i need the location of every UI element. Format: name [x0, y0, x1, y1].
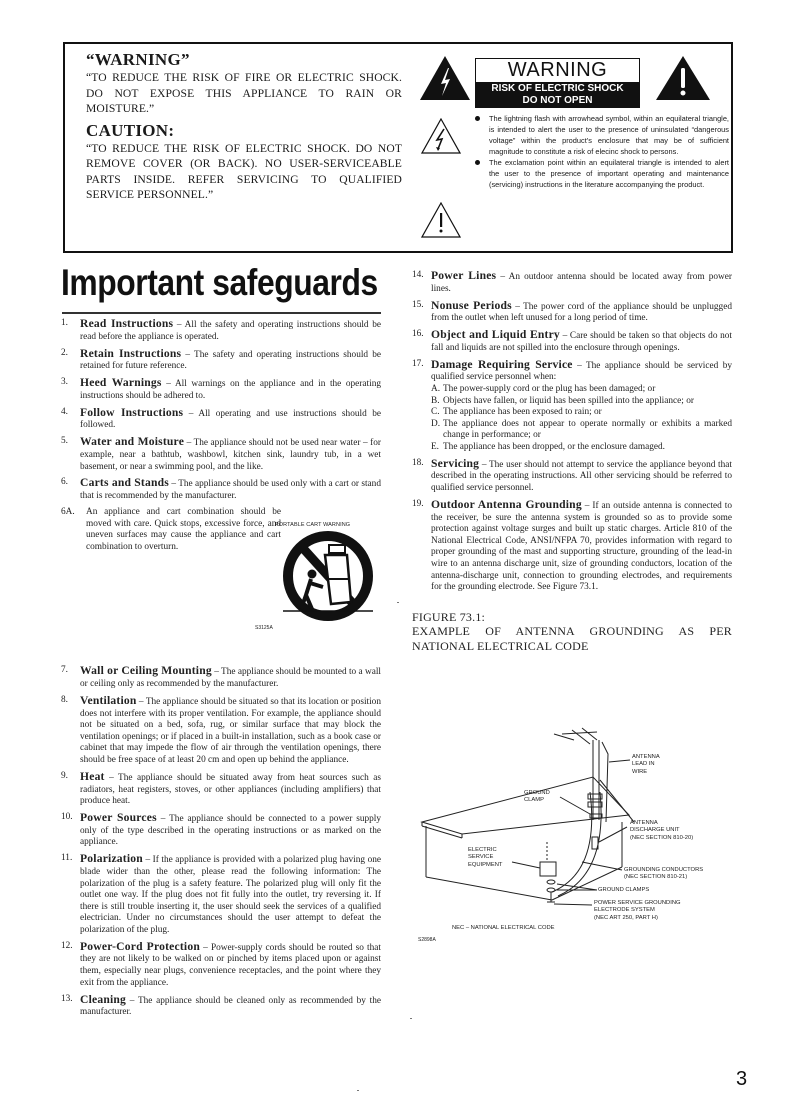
item-text: The appliance should be connected to a power supply only of the type described in the operating instructions or as marked on the appliance.: [80, 814, 381, 848]
item-number: 5.: [61, 436, 68, 447]
bullet-exclamation: [475, 157, 729, 190]
item-number: 19.: [412, 499, 424, 510]
safeguard-item: [61, 665, 381, 690]
item-number: 9.: [61, 770, 68, 781]
item-number: 10.: [61, 812, 73, 823]
item-heading: Power Sources: [80, 811, 157, 825]
label-line: ANTENNA: [632, 754, 660, 760]
safeguard-item: [412, 329, 732, 354]
warning-text: “TO REDUCE THE RISK OF FIRE OR ELECTRIC SHOCK. DO NOT EXPOSE THIS APPLIANCE TO RAIN OR MOISTURE.”: [86, 71, 402, 115]
dash: –: [559, 331, 570, 342]
banner-line-1: RISK OF ELECTRIC SHOCK: [491, 83, 624, 94]
sub-item-text: The appliance has been exposed to rain; or: [443, 407, 602, 418]
scan-speck: [397, 602, 399, 603]
label-line: ANTENNA: [630, 820, 658, 826]
safeguards-right-column: [412, 270, 732, 653]
item-number: 8.: [61, 695, 68, 706]
label-grounding-conductors: [624, 867, 703, 882]
label-nec-note: NEC – NATIONAL ELECTRICAL CODE: [452, 925, 555, 931]
safeguard-item: [61, 318, 381, 343]
warning-symbols-block: [411, 50, 729, 246]
item-number: 14.: [412, 270, 424, 280]
exclamation-triangle-icon: [655, 55, 711, 101]
scan-speck: [357, 1090, 359, 1091]
label-line: GROUND CLAMPS: [598, 887, 650, 893]
item-text: All operating and use instructions should be followed.: [80, 408, 381, 431]
sub-item-letter: E.: [431, 441, 440, 452]
item-number: 13.: [61, 993, 73, 1004]
item-number: 18.: [412, 457, 424, 468]
safeguard-item: [61, 348, 381, 373]
page-number: 3: [736, 1068, 748, 1090]
item-text: The appliance should be cleaned only as recommended by the manufacturer.: [80, 995, 381, 1018]
banner-line-2: DO NOT OPEN: [522, 95, 593, 106]
dash: –: [168, 479, 179, 490]
item-text: The user should not attempt to service the appliance beyond that described in the operating instructions. All other servicing should be referred to qualified service personnel.: [431, 459, 732, 494]
item-text: If the appliance is provided with a polarized plug having one blade wider than the other, please read the following information: The polarization of the plug is a safety feature. The polarized plug will only fit the outlet one way. If the plug does not fit fully into the outlet, try reversing it. If there is still trouble inserting it, the user should seek the services of a qualified electrician. Under no circumstances should the user attempt to defeat the polarization of the plug.: [80, 855, 381, 935]
item-heading: Water and Moisture: [80, 435, 185, 449]
item-number: 2.: [61, 347, 68, 358]
dash: –: [184, 438, 194, 449]
sub-item-text: Objects have fallen, or liquid has been spilled into the appliance; or: [443, 395, 694, 406]
item-heading: Outdoor Antenna Grounding: [431, 498, 582, 512]
bullet-lightning: [475, 113, 729, 157]
dash: –: [581, 501, 593, 512]
item-heading: Wall or Ceiling Mounting: [80, 664, 212, 678]
label-line: SERVICE: [468, 854, 494, 861]
safeguard-item-6a: [61, 507, 281, 553]
item-text: All warnings on the appliance and in the operating instructions should be adhered to.: [80, 379, 381, 401]
safeguard-item: [412, 300, 732, 325]
label-ground-clamps: [598, 887, 649, 894]
safeguard-item: [412, 270, 732, 295]
item-text: Care should be taken so that objects do not fall and liquids are not spilled into the enclosure through openings.: [431, 331, 732, 353]
item-heading: Follow Instructions: [80, 405, 184, 419]
item-text: The appliance should be situated away from heat sources such as radiators, heat registers, stoves, or other appliances (including amplifiers) that produce heat.: [80, 772, 381, 807]
safeguard-item: [61, 695, 381, 767]
item-number: 6A.: [61, 507, 75, 518]
label-line: GROUND: [524, 790, 550, 796]
sub-item-letter: A.: [431, 383, 441, 394]
figure-label: FIGURE 73.1:: [412, 609, 486, 624]
cart-figure-code: S3125A: [255, 625, 273, 632]
item-number: 7.: [61, 665, 68, 676]
safeguard-item: [412, 499, 732, 594]
item-heading: Object and Liquid Entry: [431, 328, 560, 342]
caution-text: “TO REDUCE THE RISK OF ELECTRIC SHOCK. DO NOT REMOVE COVER (OR BACK). NO USER-SERVICEABLE PARTS INSIDE. REFER SERVICING TO QUALIFIED SERVICE PERSONNEL.”: [86, 141, 402, 201]
figure-title-line-2: NATIONAL ELECTRICAL CODE: [412, 638, 589, 653]
safeguard-item: [61, 812, 381, 849]
figure-code: S2898A: [418, 937, 436, 943]
safeguard-item: [61, 994, 381, 1019]
label-power-service: [594, 900, 681, 922]
item-number: 6.: [61, 477, 68, 488]
banner-subtitle: [476, 82, 639, 107]
label-line: EQUIPMENT: [468, 861, 503, 868]
sub-item-letter: C.: [431, 407, 440, 418]
safeguard-item: [61, 436, 381, 473]
sub-item-letter: B.: [431, 395, 440, 406]
label-line: GROUNDING CONDUCTORS: [624, 867, 704, 873]
dash: –: [136, 697, 146, 708]
sub-item: [431, 407, 732, 419]
label-line: (NEC ART 250, PART H): [594, 914, 658, 921]
safeguard-item: [412, 359, 732, 454]
sub-item: [431, 419, 732, 442]
label-line: WIRE: [632, 768, 648, 775]
item-heading: Heed Warnings: [80, 376, 162, 390]
safeguard-item: [412, 458, 732, 495]
item-text: The appliance should be mounted to a wall or ceiling only as recommended by the manufacturer.: [80, 667, 381, 690]
dash: –: [211, 667, 222, 678]
dash: –: [183, 408, 199, 419]
exclamation-outline-triangle-icon: [421, 202, 461, 238]
item-heading: Power Lines: [431, 269, 497, 282]
sub-item: [431, 396, 732, 408]
bullet-text: The exclamation point within an equilateral triangle is intended to alert the user to the presence of important operating and maintenance (servicing) instructions in the literature accompanying the product.: [489, 158, 729, 189]
item-text: The appliance should be serviced by qualified service personnel when:: [431, 360, 732, 383]
lightning-triangle-icon: [419, 55, 471, 101]
sub-item: [431, 442, 732, 454]
bullet-dot-icon: [475, 116, 480, 121]
sub-item: [431, 384, 732, 396]
item-heading: Damage Requiring Service: [431, 357, 573, 371]
warning-text-block: [86, 50, 402, 203]
item-number: 4.: [61, 406, 68, 417]
item-text: If an outside antenna is connected to the receiver, be sure the antenna system is grounded so as to provide some protection against voltage surges and built up static charges. Article 810 of the National Electrical Code, ANSI/NFPA 70, provides information with regard to proper grounding of the mast and supporting structure, grounding of the lead-in wire to an antenna discharge unit, size of grounding conductors, location of the antenna-discharge unit, connection to grounding electrodes, and requirements for the grounding electrode. See Figure 73.1.: [431, 501, 733, 593]
item-heading: Servicing: [431, 456, 480, 470]
dash: –: [479, 459, 489, 470]
safeguard-item: [61, 407, 381, 432]
page-title: Important safeguards: [61, 262, 378, 303]
item-number: 11.: [61, 853, 73, 864]
label-line: ELECTRIC: [468, 847, 497, 853]
item-heading: Heat: [80, 769, 105, 783]
item-number: 12.: [61, 940, 73, 951]
sub-item-text: The power-supply cord or the plug has been damaged; or: [443, 383, 656, 394]
item-text: All the safety and operating instructions should be read before the appliance is operated.: [80, 320, 381, 342]
item-text: The appliance should be situated so that its location or position does not interfere with its proper ventilation. For example, the appliance should not be situated on a bed, sofa, rug, or similar surface that may block the ventilation openings; or if placed in a built-in installation, such as a book case or cabinet that may impede the flow of air through the ventilation openings, there should be free space of at least 20 cm and open up behind the appliance.: [80, 697, 381, 765]
portable-cart-warning-icon: [281, 529, 375, 623]
figure-title-line-1: EXAMPLE OF ANTENNA GROUNDING AS PER: [412, 624, 732, 639]
safeguards-left-column: [61, 318, 381, 1023]
dash: –: [161, 379, 175, 390]
label-line: POWER SERVICE GROUNDING: [594, 900, 681, 906]
sub-item-text: The appliance does not appear to operate normally or exhibits a marked change in performance; or: [443, 418, 732, 441]
safeguard-item: [61, 853, 381, 936]
symbol-explanations: [475, 113, 729, 190]
safeguard-item: [61, 941, 381, 989]
item-text: Power-supply cords should be routed so that they are not likely to be walked on or pinched by items placed upon or against them, especially near plugs, convenience receptacles, and the point where they exit from the appliance.: [80, 942, 381, 988]
title-rule: [62, 312, 381, 314]
dash: –: [156, 814, 170, 825]
dash: –: [199, 942, 211, 953]
bullet-text: The lightning flash with arrowhead symbol, within an equilateral triangle, is intended to alert the user to the presence of uninsulated “dangerous voltage” within the product’s enclosure that may be of sufficient magnitude to constitute a risk of elecinc shock to persons.: [489, 114, 729, 156]
dash: –: [572, 360, 586, 371]
safeguard-item: [61, 477, 381, 502]
item-heading: Nonuse Periods: [431, 298, 512, 312]
scan-speck: [410, 1018, 412, 1019]
label-line: (NEC SECTION 810-20): [630, 834, 694, 841]
item-heading: Read Instructions: [80, 317, 174, 330]
warning-banner: [475, 58, 640, 108]
item-heading: Carts and Stands: [80, 476, 169, 490]
safeguard-item: [61, 377, 381, 402]
item-heading: Power-Cord Protection: [80, 939, 200, 953]
item-heading: Cleaning: [80, 992, 127, 1006]
item-text: The appliance should not be used near water – for example, near a bathtub, washbowl, kitchen sink, laundry tub, in a wet basement, or near a swimming pool, and the like.: [80, 438, 381, 472]
item-number: 15.: [412, 299, 424, 310]
sub-item-text: The appliance has been dropped, or the enclosure damaged.: [443, 441, 665, 452]
item-number: 3.: [61, 377, 68, 388]
banner-title: WARNING: [507, 59, 608, 81]
bullet-dot-icon: [475, 160, 480, 165]
antenna-grounding-figure: [412, 722, 742, 952]
item-text: An appliance and cart combination should be moved with care. Quick stops, excessive force, and uneven surfaces may cause the appliance and cart combination to overturn.: [86, 507, 281, 552]
dash: –: [173, 320, 185, 330]
sub-item-letter: D.: [431, 418, 441, 429]
warning-heading: “WARNING”: [86, 50, 190, 69]
item-text: The appliance should be used only with a cart or stand that is recommended by the manufacturer.: [80, 479, 381, 502]
label-line: LEAD IN: [632, 761, 655, 768]
label-ground-clamp: [524, 790, 550, 805]
item-text: An outdoor antenna should be located away from power lines.: [431, 272, 732, 294]
item-number: 1.: [61, 318, 68, 328]
label-line: DISCHARGE UNIT: [630, 827, 680, 834]
dash: –: [496, 272, 509, 282]
label-electric-service: [468, 847, 502, 869]
item-heading: Retain Instructions: [80, 346, 182, 360]
item-number: 16.: [412, 329, 424, 340]
item-text: The power cord of the appliance should be unplugged from the outlet when left unused for a long period of time.: [431, 301, 732, 324]
label-antenna-lead-in: [632, 754, 660, 776]
figure-title: [412, 610, 732, 654]
safeguard-item: [61, 771, 381, 808]
warning-box: [63, 42, 733, 253]
cart-caption: PORTABLE CART WARNING: [275, 522, 351, 529]
item-heading: Ventilation: [80, 694, 137, 708]
label-line: ELECTRODE SYSTEM: [594, 907, 655, 914]
item-text: The safety and operating instructions should be retained for future reference.: [80, 349, 381, 372]
item-number: 17.: [412, 358, 424, 369]
caution-heading: CAUTION:: [86, 120, 175, 140]
item-heading: Polarization: [80, 852, 143, 866]
dash: –: [104, 772, 119, 783]
label-discharge-unit: [630, 820, 693, 842]
dash: –: [142, 855, 153, 866]
dash: –: [181, 349, 195, 360]
dash: –: [511, 301, 524, 312]
label-line: CLAMP: [524, 797, 544, 804]
lightning-outline-triangle-icon: [421, 118, 461, 154]
dash: –: [126, 995, 138, 1006]
label-line: (NEC SECTION 810-21): [624, 874, 688, 881]
